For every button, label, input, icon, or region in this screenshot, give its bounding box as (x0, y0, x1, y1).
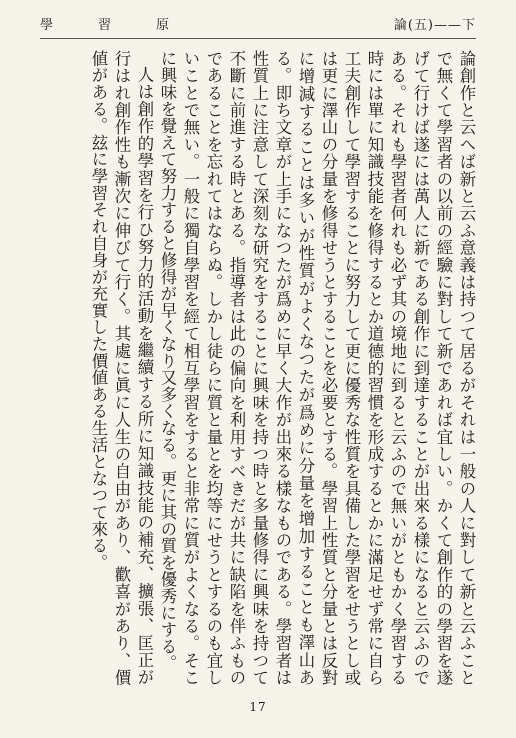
book-title (40, 14, 170, 33)
paragraph: 人は創作的學習を行ひ努力的活動を繼續する所に知識技能の補充、擴張、匡正が行はれ創作性も漸次に伸びて行く。其處に眞に人生の自由があり、歡喜があり、價値がある。玆に學習それ自身が充實した價値ある生活となつて來る。 (89, 50, 154, 686)
book-title-char: 原 (156, 18, 171, 33)
page-number: 17 (249, 700, 267, 714)
book-title-char: 習 (98, 18, 113, 33)
book-title-char: 學 (40, 18, 55, 33)
body-text (60, 50, 478, 686)
header-divider (40, 38, 476, 39)
paragraph: 論創作と云へば新と云ふ意義は持つて居るがそれは一般の人に對して新と云ふことで無くて學習者の以前の經驗に對して新であれば宜しい。かくて創作的の學習を遂げて行けば遂には萬人に新である創作に到達することが出來る樣になると云ふのである。それも學習者何れも必ず其の境地に到ると云ふので無いがともかく學習する時には單に知識技能を修得するとか道德的習慣を形成するとかに滿足せず常に自ら工夫創作して學習することに努力して更に優秀な性質を具備した學習をせうとし或は更に澤山の分量を修得せうとすることを必要とする。學習上性質と分量とは反對に增減することは多いが性質がよくなつたが爲めに分量を增加することも澤山ある。即ち文章が上手になつたが爲めに早く大作が出來る樣なものである。學習者は性質上に注意して深刻な研究をすることに興味を持つ時と多量修得に興味を持つて不斷に前進する時とある。指導者は此の偏向を利用すべきだが共に缺陷を伴ふものであることを忘れてはならぬ。しかし徒らに質と量とを均等にせうとするのも宜しいことで無い。一般に獨自學習を經て相互學習をすると非常に質がよくなる。そこに興味を覺えて努力すると修得が早くなり又多くなる。更に其の質を優秀にする。 (158, 50, 476, 686)
chapter-title: 論(五)——下 (393, 18, 476, 33)
running-header (40, 14, 476, 36)
